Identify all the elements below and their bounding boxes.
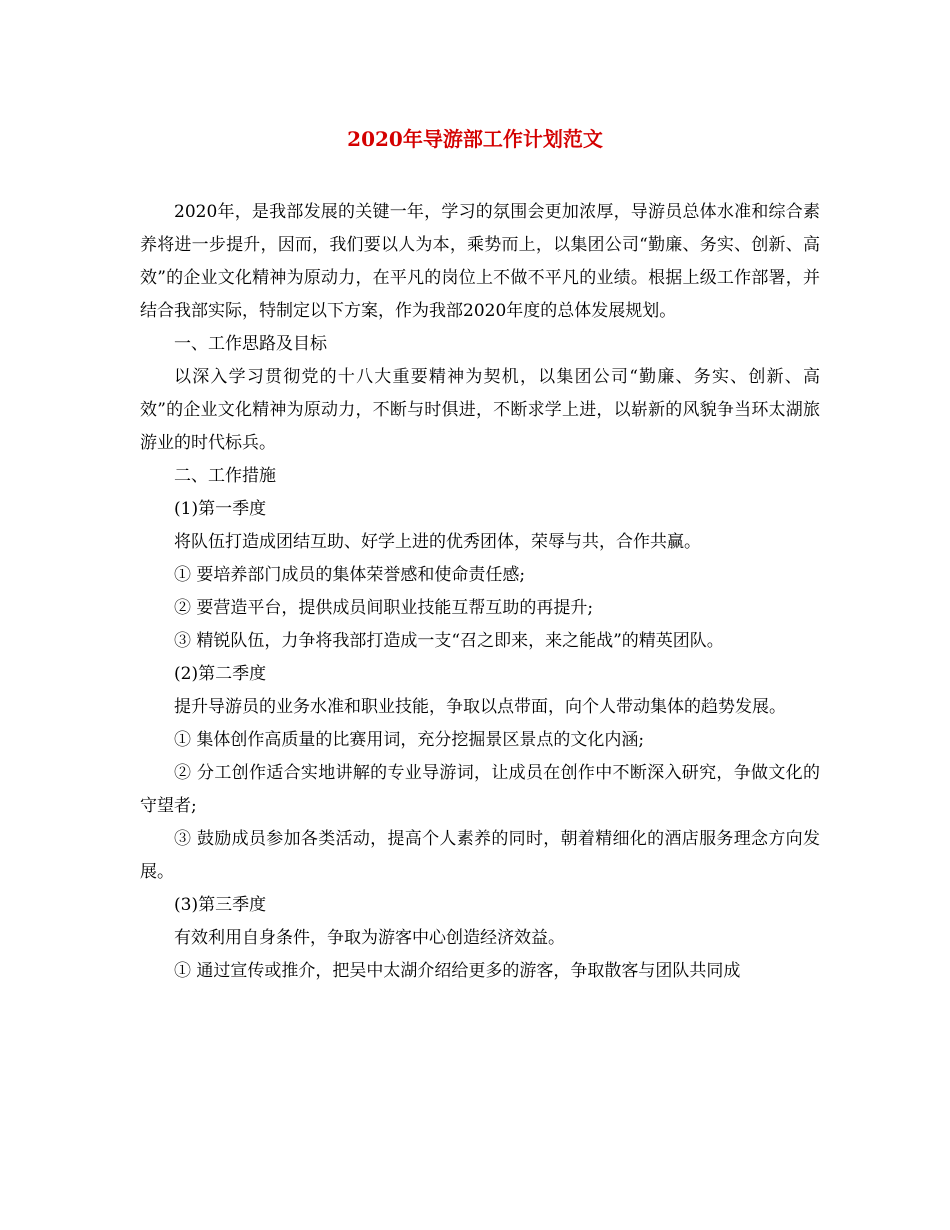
- goals-paragraph: 以深入学习贯彻党的十八大重要精神为契机，以集团公司“勤廉、务实、创新、高效”的企业文化精神为原动力，不断与时俱进，不断求学上进，以崭新的风貌争当环太湖旅游业的时代标兵。: [140, 367, 820, 453]
- document-body: [140, 196, 820, 988]
- q2-summary: 提升导游员的业务水准和职业技能，争取以点带面，向个人带动集体的趋势发展。: [174, 697, 786, 717]
- subheading-q2: (2)第二季度: [174, 664, 267, 684]
- subheading-q1: (1)第一季度: [174, 499, 267, 519]
- section-heading-measures: 二、工作措施: [174, 466, 276, 486]
- intro-paragraph: 2020年，是我部发展的关键一年，学习的氛围会更加浓厚，导游员总体水准和综合素养将进一步提升，因而，我们要以人为本，乘势而上，以集团公司“勤廉、务实、创新、高效”的企业文化精神为原动力，在平凡的岗位上不做不平凡的业绩。根据上级工作部署，并结合我部实际，特制定以下方案，作为我部2020年度的总体发展规划。: [140, 202, 820, 321]
- q2-item-3: ③ 鼓励成员参加各类活动，提高个人素养的同时，朝着精细化的酒店服务理念方向发展。: [140, 829, 820, 882]
- q1-summary: 将队伍打造成团结互助、好学上进的优秀团体，荣辱与共，合作共赢。: [174, 532, 701, 552]
- q3-summary: 有效利用自身条件，争取为游客中心创造经济效益。: [174, 928, 565, 948]
- q1-item-2: ② 要营造平台，提供成员间职业技能互帮互助的再提升;: [174, 598, 594, 618]
- section-heading-goals: 一、工作思路及目标: [174, 334, 327, 354]
- q2-item-1: ① 集体创作高质量的比赛用词，充分挖掘景区景点的文化内涵;: [174, 730, 645, 750]
- document-title: 2020年导游部工作计划范文: [347, 127, 603, 151]
- q1-item-3: ③ 精锐队伍，力争将我部打造成一支“召之即来，来之能战”的精英团队。: [174, 631, 724, 651]
- q1-item-1: ① 要培养部门成员的集体荣誉感和使命责任感;: [174, 565, 526, 585]
- q2-item-2: ② 分工创作适合实地讲解的专业导游词，让成员在创作中不断深入研究，争做文化的守望者;: [140, 763, 820, 816]
- q3-item-1: ① 通过宣传或推介，把吴中太湖介绍给更多的游客，争取散客与团队共同成: [174, 961, 741, 981]
- subheading-q3: (3)第三季度: [174, 895, 267, 915]
